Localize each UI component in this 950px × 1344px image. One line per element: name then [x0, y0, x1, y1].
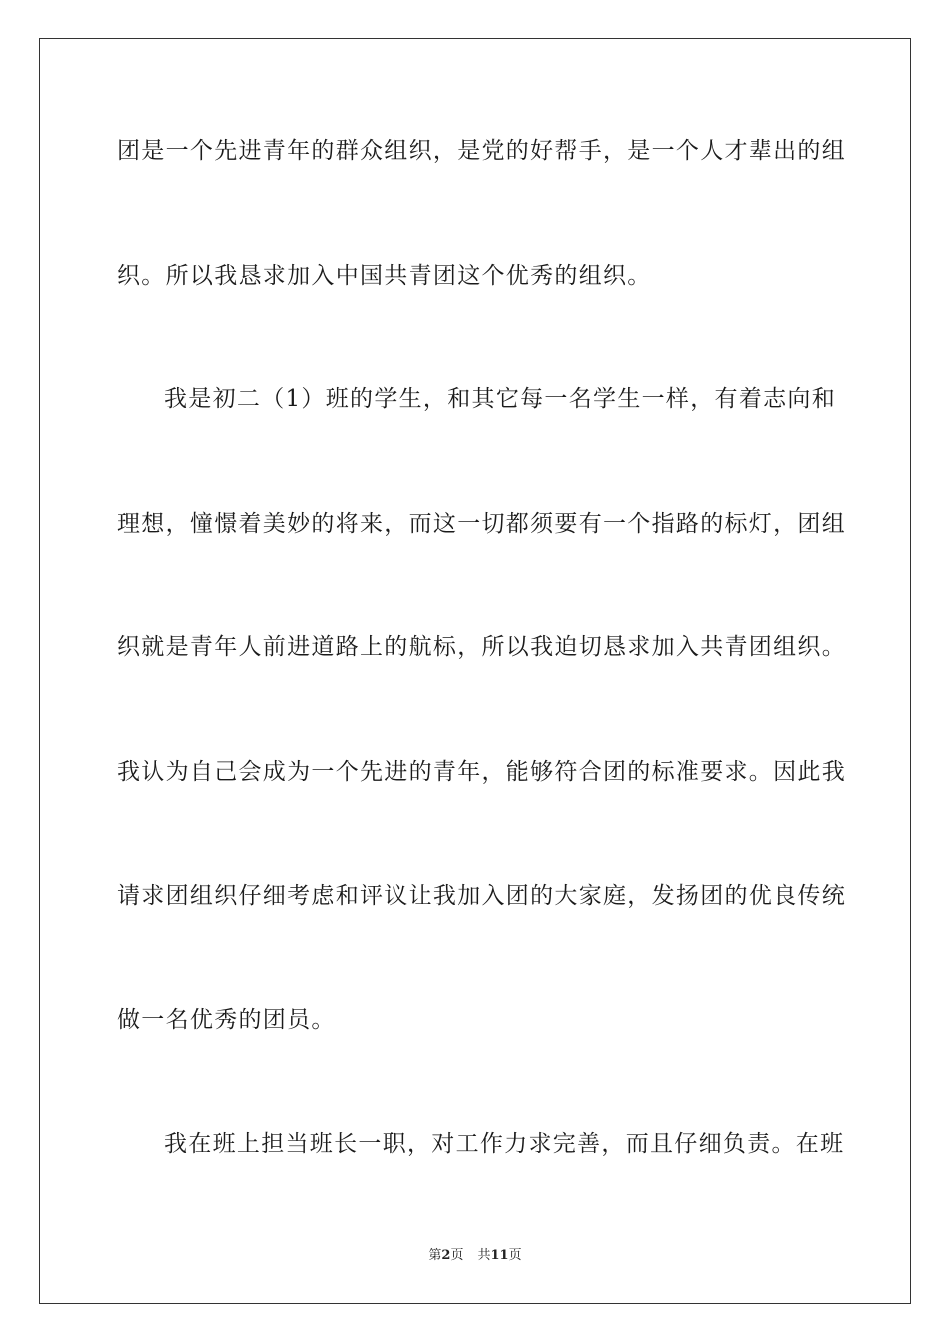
body-line-3: 我是初二（1）班的学生，和其它每一名学生一样，有着志向和 — [164, 386, 837, 412]
footer-total-unit: 页 — [508, 1248, 522, 1263]
body-line-4: 理想，憧憬着美妙的将来，而这一切都须要有一个指路的标灯，团组 — [117, 511, 846, 537]
body-line-1: 团是一个先进青年的群众组织，是党的好帮手，是一个人才辈出的组 — [117, 138, 846, 164]
footer-page-current: 2 — [441, 1248, 451, 1263]
footer-total-prefix: 共 — [477, 1248, 491, 1263]
page-frame — [39, 38, 911, 1304]
footer-page-unit: 页 — [450, 1248, 464, 1263]
body-line-5: 织就是青年人前进道路上的航标，所以我迫切恳求加入共青团组织。 — [117, 634, 846, 660]
page-footer — [0, 1247, 950, 1265]
body-line-7: 请求团组织仔细考虑和评议让我加入团的大家庭，发扬团的优良传统 — [117, 883, 846, 909]
body-line-6: 我认为自己会成为一个先进的青年，能够符合团的标准要求。因此我 — [117, 759, 846, 785]
footer-page-prefix: 第 — [428, 1248, 442, 1263]
body-line-9: 我在班上担当班长一职，对工作力求完善，而且仔细负责。在班 — [164, 1131, 845, 1157]
footer-page-total: 11 — [490, 1248, 509, 1263]
body-line-8: 做一名优秀的团员。 — [117, 1007, 336, 1033]
body-line-2: 织。所以我恳求加入中国共青团这个优秀的组织。 — [117, 263, 652, 289]
